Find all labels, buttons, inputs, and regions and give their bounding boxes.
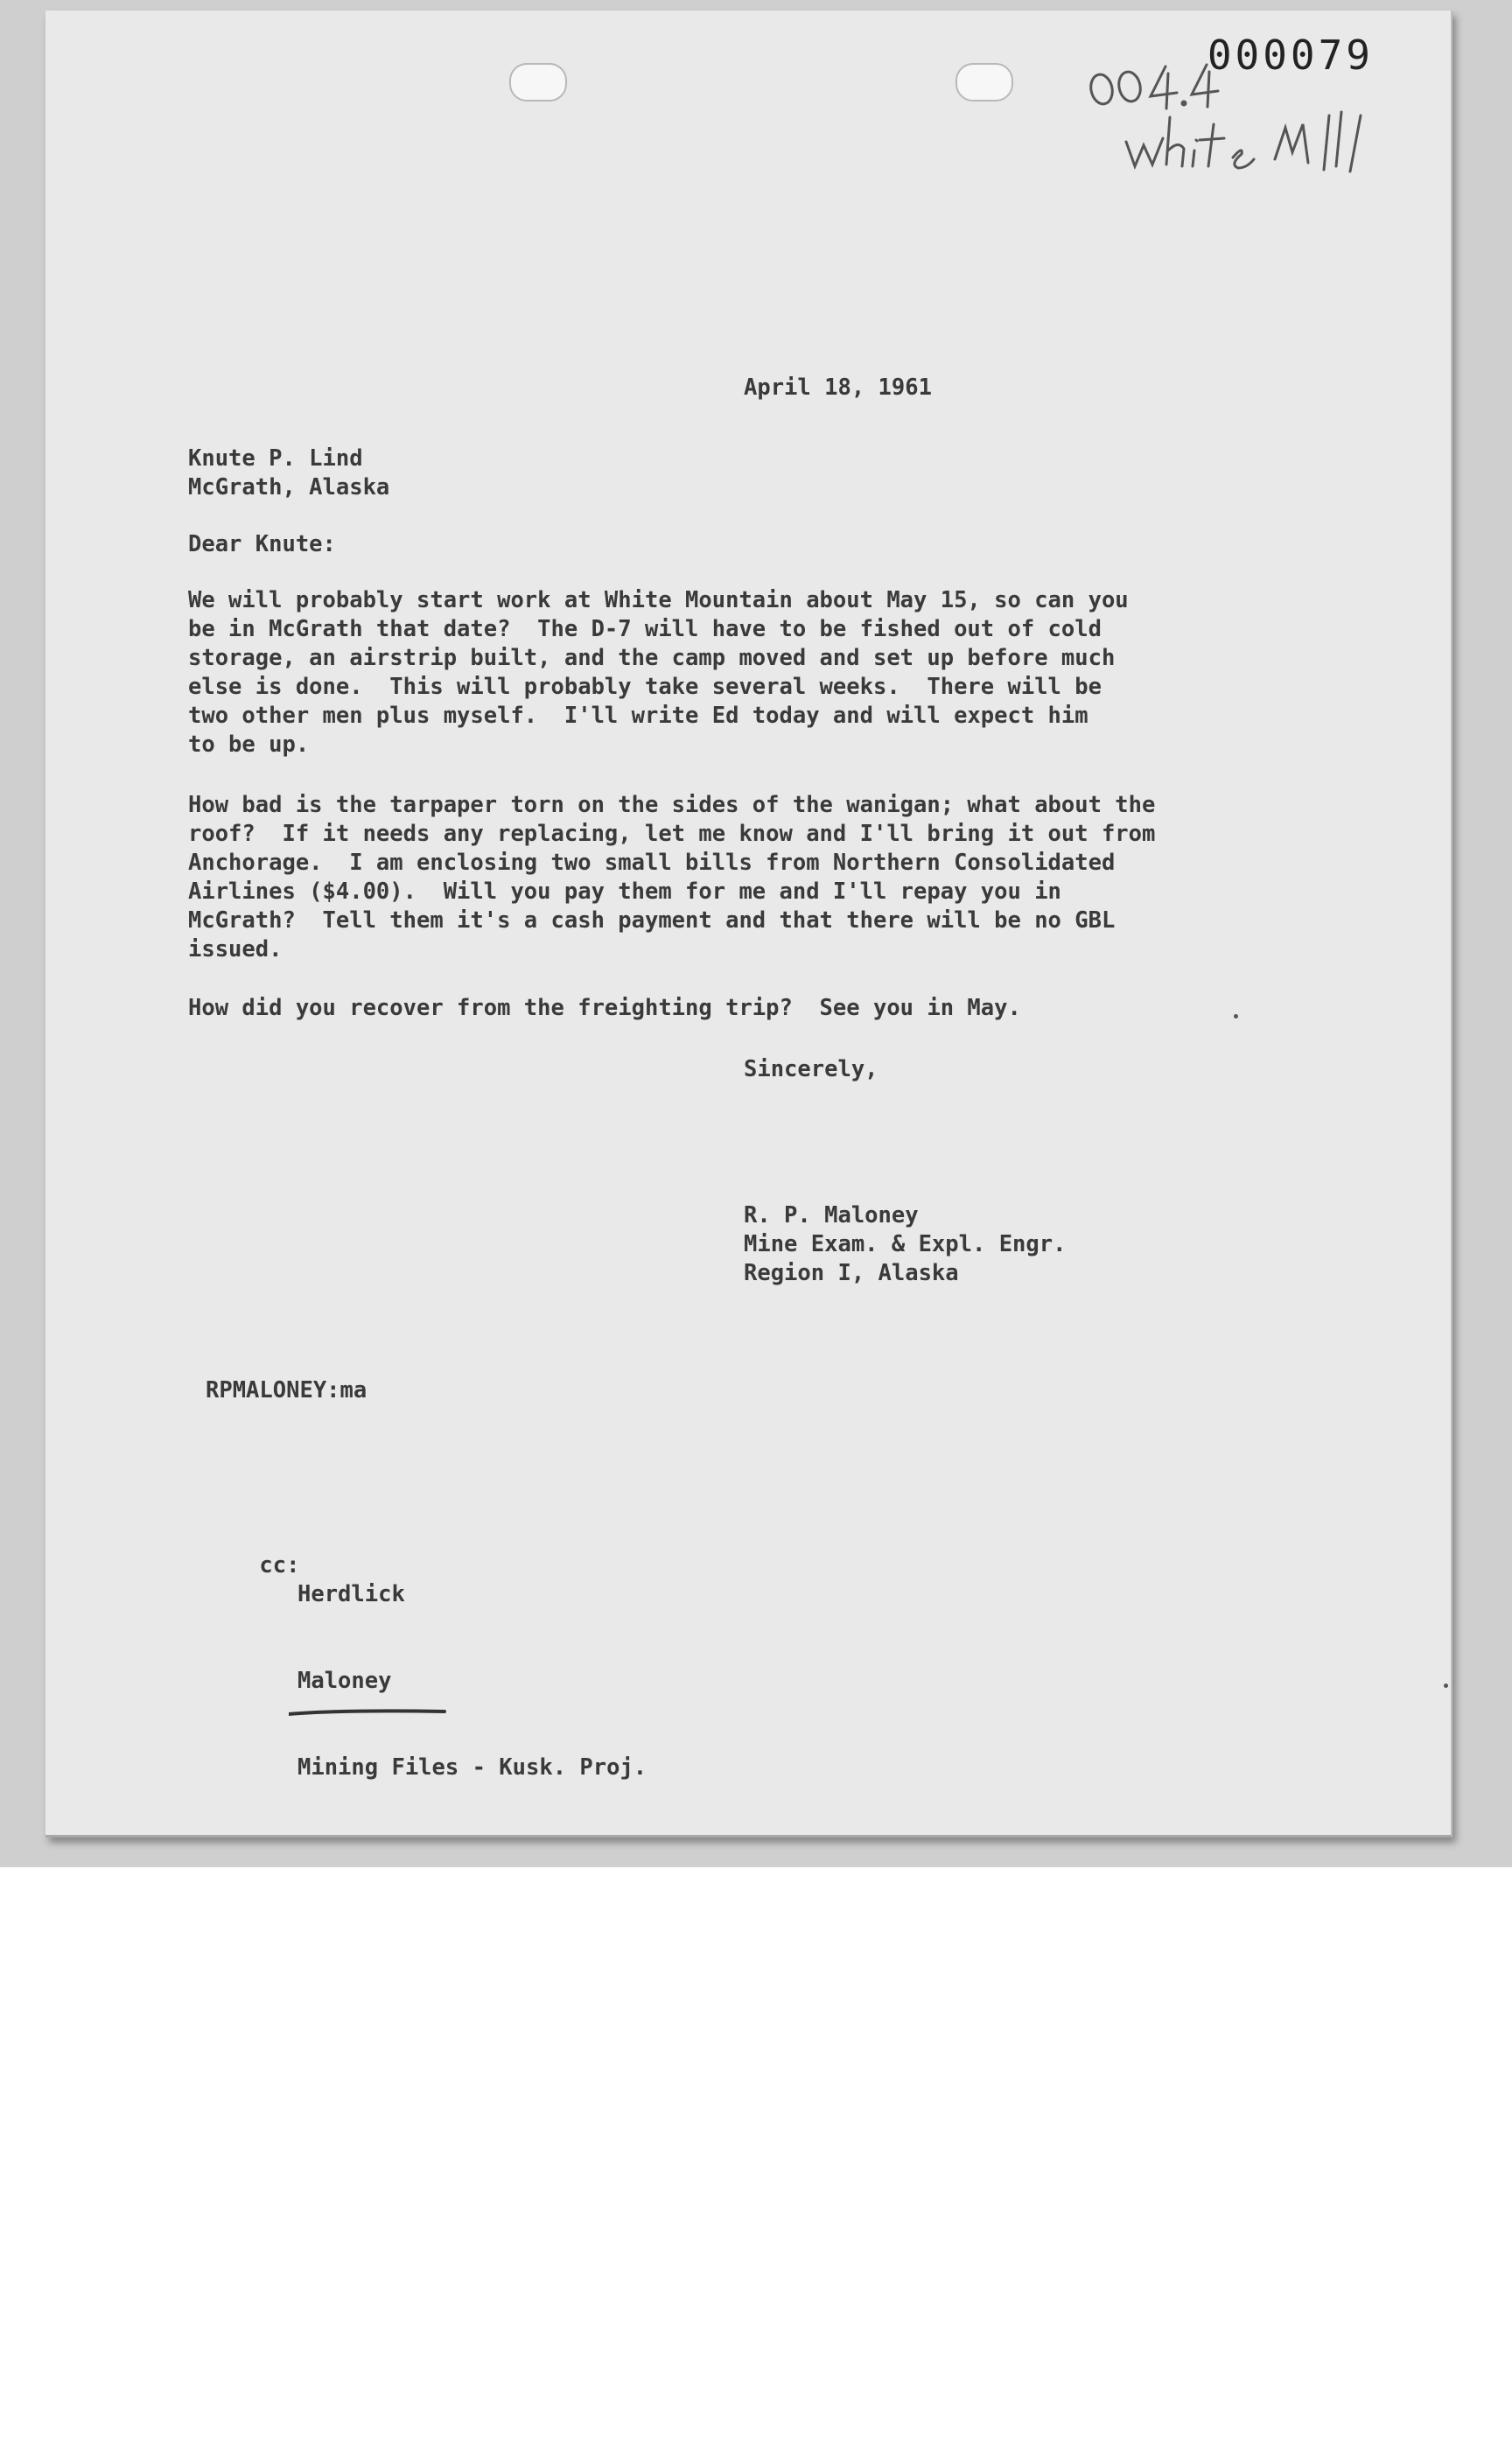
document-number: 000079 bbox=[1207, 32, 1374, 79]
paragraph-2-line: McGrath? Tell them it's a cash payment and that there will be no GBL bbox=[188, 907, 1116, 934]
cc-item-text: Maloney bbox=[298, 1668, 392, 1694]
handwritten-annotation bbox=[1082, 54, 1424, 177]
signer-region: Region I, Alaska bbox=[744, 1260, 959, 1286]
paragraph-2-line: How bad is the tarpaper torn on the sides of the wanigan; what about the bbox=[188, 792, 1156, 818]
cc-item: Herdlick bbox=[298, 1581, 405, 1607]
paragraph-1-line: to be up. bbox=[188, 732, 310, 758]
paragraph-1-line: else is done. This will probably take several weeks. There will be bbox=[188, 674, 1102, 700]
paragraph-1-line: storage, an airstrip built, and the camp moved and set up before much bbox=[188, 645, 1116, 671]
paragraph-1 bbox=[188, 586, 1129, 760]
signature-block bbox=[744, 1201, 1066, 1288]
cc-list bbox=[298, 1522, 647, 1840]
closing: Sincerely, bbox=[744, 1056, 878, 1082]
punch-hole-left bbox=[509, 63, 567, 102]
recipient-name: Knute P. Lind bbox=[188, 445, 363, 472]
paragraph-2-line: issued. bbox=[188, 936, 283, 962]
cc-item: Mining Files - Kusk. Proj. bbox=[298, 1754, 648, 1781]
recipient-location: McGrath, Alaska bbox=[188, 474, 390, 500]
paragraph-2-line: roof? If it needs any replacing, let me know and I'll bring it out from bbox=[188, 821, 1156, 847]
cc-block bbox=[206, 1522, 648, 1781]
paragraph-2-line: Airlines ($4.00). Will you pay them for me and I'll repay you in bbox=[188, 878, 1061, 905]
salutation: Dear Knute: bbox=[188, 531, 336, 557]
handwritten-file-mark bbox=[1082, 54, 1424, 177]
paragraph-2 bbox=[188, 791, 1155, 964]
speck-mark bbox=[1444, 1684, 1448, 1688]
typist-initials: RPMALONEY:ma bbox=[206, 1377, 368, 1404]
punch-hole-right bbox=[956, 63, 1013, 102]
paragraph-3: How did you recover from the freighting trip? See you in May. bbox=[188, 995, 1021, 1021]
paragraph-1-line: We will probably start work at White Mountain about May 15, so can you bbox=[188, 587, 1129, 613]
letter-date: April 18, 1961 bbox=[744, 374, 932, 401]
paragraph-1-line: two other men plus myself. I'll write Ed today and will expect him bbox=[188, 703, 1088, 729]
paragraph-2-line: Anchorage. I am enclosing two small bills from Northern Consolidated bbox=[188, 850, 1116, 876]
speck-mark bbox=[1234, 1014, 1238, 1018]
strike-mark bbox=[289, 1697, 446, 1705]
paragraph-1-line: be in McGrath that date? The D-7 will have to be fished out of cold bbox=[188, 616, 1102, 642]
signer-title: Mine Exam. & Expl. Engr. bbox=[744, 1231, 1067, 1257]
recipient-address bbox=[188, 444, 389, 502]
cc-label: cc: bbox=[259, 1552, 300, 1578]
cc-item bbox=[298, 1667, 647, 1696]
signer-name: R. P. Maloney bbox=[744, 1202, 919, 1228]
